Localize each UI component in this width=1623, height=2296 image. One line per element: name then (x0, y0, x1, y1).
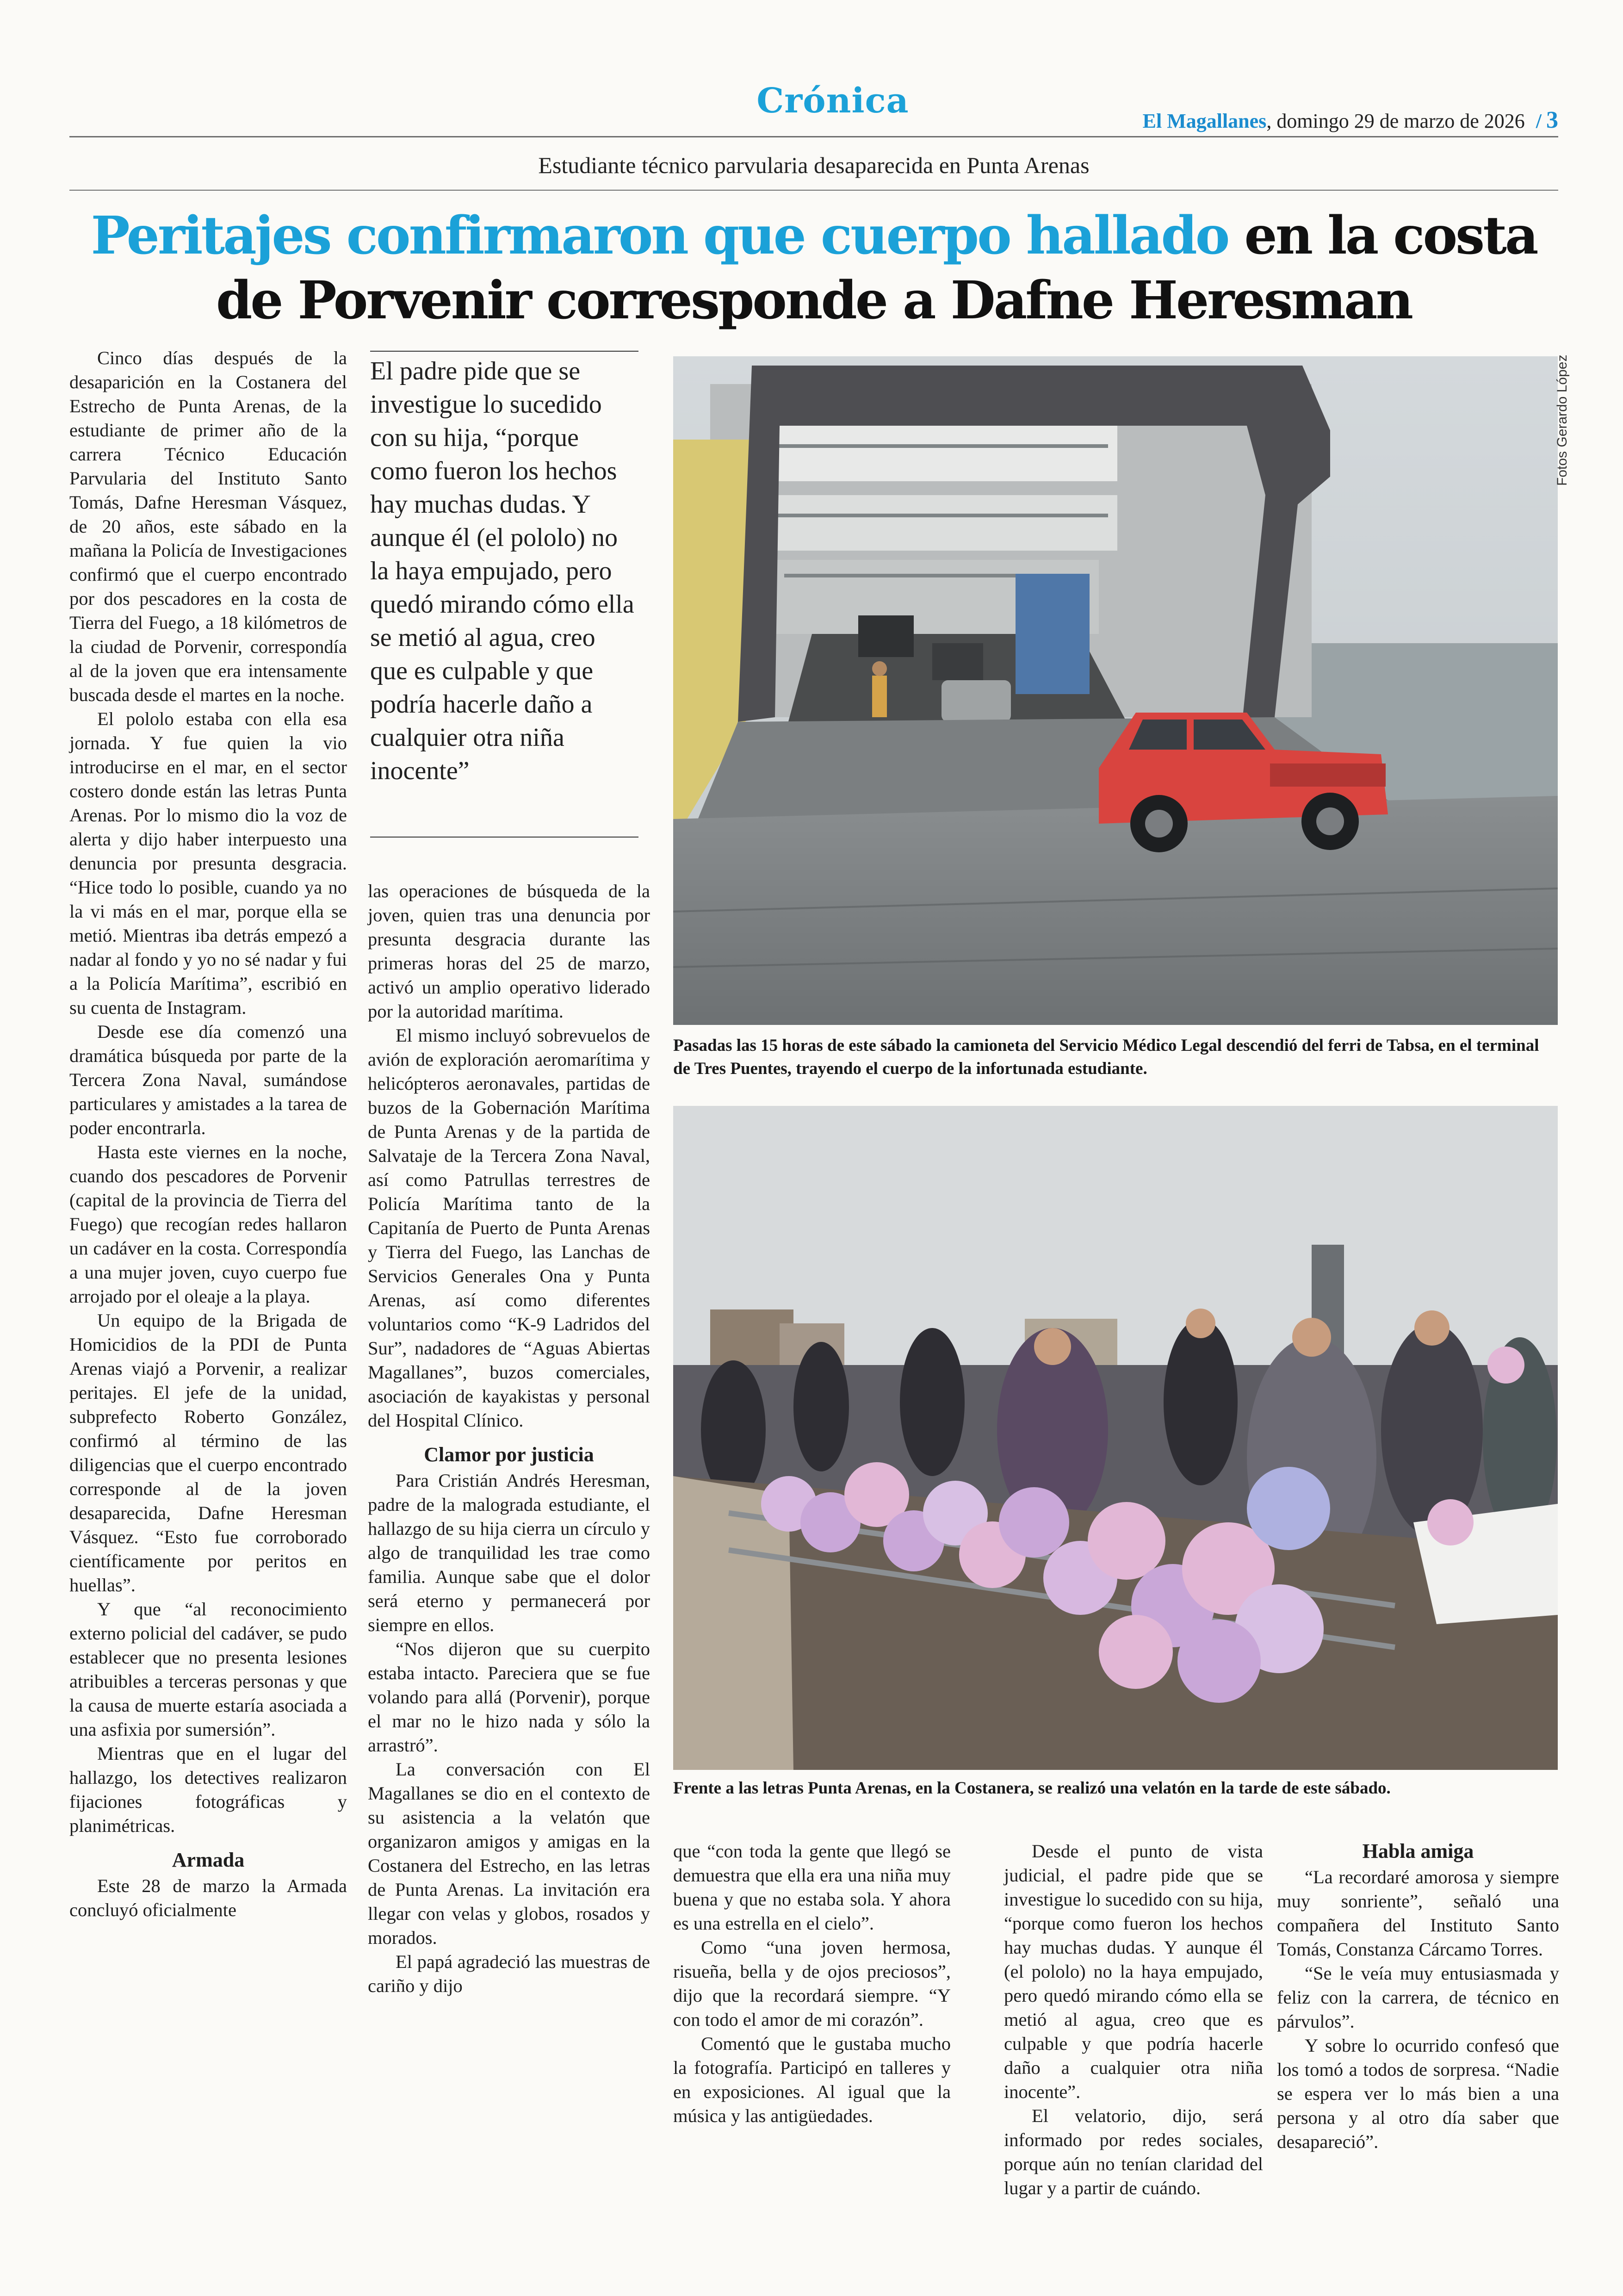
paragraph: las operaciones de búsqueda de la joven, quien tras una denuncia por presunta desgracia durante las primeras horas del 25 de marzo, activó un amplio operativo liderado por la autoridad marítima. (368, 881, 650, 1022)
issue-date: domingo 29 de marzo de 2026 (1276, 110, 1525, 132)
photo-credit: Fotos Gerardo López (1555, 354, 1570, 486)
article-column-3 (673, 1839, 951, 2128)
paragraph: Comentó que le gustaba mucho la fotografía. Participó en talleres y en exposiciones. Al igual que la música y las antigüedades. (673, 2033, 951, 2126)
vigil-illustration (673, 1106, 1558, 1770)
paragraph: Cinco días después de la desaparición en la Costanera del Estrecho de Punta Arenas, de la estudiante de primer año de la carrera Técnico Educación Parvularia del Instituto Santo Tomás, Dafne Heresman Vásquez, de 20 años, este sábado en la mañana la Policía de Investigaciones confirmó que el cuerpo encontrado por dos pescadores en la costa de Tierra del Fuego, a 18 kilómetros de la ciudad de Porvenir, correspondía al de la joven que era intensamente buscada desde el martes en la noche. (69, 348, 347, 705)
photo-caption-1: Pasadas las 15 horas de este sábado la camioneta del Servicio Médico Legal descendió del ferri de Tabsa, en el terminal de Tres Puentes, trayendo el cuerpo de la infortunada estudiante. (673, 1036, 1539, 1078)
pull-quote-rule-bottom (370, 837, 638, 838)
kicker-rule (69, 190, 1558, 191)
ferry-photo (673, 356, 1558, 1025)
subhead-habla-amiga: Habla amiga (1362, 1840, 1474, 1862)
paragraph: “Se le veía muy entusiasmada y feliz con la carrera, de técnico en párvulos”. (1277, 1963, 1559, 2032)
subhead-clamor: Clamor por justicia (424, 1443, 594, 1466)
newspaper-name: El Magallanes (1142, 110, 1267, 132)
masthead (1143, 106, 1558, 134)
photo-caption-2: Frente a las letras Punta Arenas, en la Costanera, se realizó una velatón en la tarde de este sábado. (673, 1779, 1391, 1798)
paragraph: Y que “al reconocimiento externo policial del cadáver, se pudo establecer que no presenta lesiones atribuibles a terceras personas y que la causa de muerte estaría asociada a una asfixia por sumersión”. (69, 1599, 347, 1740)
paragraph: Y sobre lo ocurrido confesó que los tomó a todos de sorpresa. “Nadie se espera ver lo más bien a una persona y al otro día saber que desapareció”. (1277, 2035, 1559, 2152)
headline-line2: de Porvenir corresponde a Dafne Heresman (216, 270, 1412, 331)
article-column-5 (1277, 1839, 1559, 2154)
paragraph: El pololo estaba con ella esa jornada. Y fue quien la vio introducirse en el mar, en el sector costero donde están las letras Punta Arenas. Por lo mismo dio la voz de alerta y dijo haber interpuesto una denuncia por presunta desgracia. “Hice todo lo posible, cuando ya no la vi más en el mar, porque ella se metió. Mientras iba detrás empezó a nadar al fondo y yo no sé nadar y fui a la Policía Marítima”, escribió en su cuenta de Instagram. (69, 708, 347, 1018)
header-rule (69, 136, 1558, 137)
paragraph: Mientras que en el lugar del hallazgo, los detectives realizaron fijaciones fotográficas y planimétricas. (69, 1743, 347, 1836)
paragraph: “La recordaré amorosa y siempre muy sonriente”, señaló una compañera del Instituto Santo Tomás, Constanza Cárcamo Torres. (1277, 1867, 1559, 1960)
pull-quote: El padre pide que se investigue lo sucedido con su hija, “porque como fueron los hechos hay muchas dudas. Y aunque él (el pololo) no la haya empujado, pero quedó mirando cómo ella se metió al agua, creo que es culpable y que podría hacerle daño a cualquier otra niña inocente” (370, 357, 634, 785)
article-column-4 (1004, 1839, 1263, 2200)
headline-line1-end: en la costa (1228, 205, 1537, 266)
pull-quote-rule-top (370, 351, 638, 352)
page-number: 3 (1546, 107, 1558, 133)
paragraph: El mismo incluyó sobrevuelos de avión de exploración aeromarítima y helicópteros aeronavales, partidas de buzos de la Gobernación Marítima de Punta Arenas y de la partida de Salvataje de la Tercera Zona Naval, así como Patrullas terrestres de Policía Marítima tanto de la Capitanía de Puerto de Punta Arenas y Tierra del Fuego, las Lanchas de Servicios Generales Ona y Punta Arenas, así como diferentes voluntarios como “K-9 Ladridos del Sur”, nadadores de “Aguas Abiertas Magallanes”, buzos comerciales, asociación de kayakistas y personal del Hospital Clínico. (368, 1025, 650, 1431)
ferry-illustration (673, 356, 1558, 1025)
paragraph: Este 28 de marzo la Armada concluyó oficialmente (69, 1875, 347, 1920)
paragraph: “Nos dijeron que su cuerpito estaba intacto. Pareciera que se fue volando para allá (Porvenir), porque el mar no le hizo nada y sólo la arrastró”. (368, 1638, 650, 1756)
paragraph: Un equipo de la Brigada de Homicidios de la PDI de Punta Arenas viajó a Porvenir, a realizar peritajes. El jefe de la unidad, subprefecto Roberto González, confirmó al término de las diligencias que el cuerpo encontrado corresponde al de la joven desaparecida, Dafne Heresman Vásquez. “Esto fue corroborado científicamente por peritos en huellas”. (69, 1310, 347, 1595)
headline (69, 204, 1558, 333)
paragraph: La conversación con El Magallanes se dio en el contexto de su asistencia a la velatón que organizaron amigos y amigas en la Costanera del Estrecho, en las letras de Punta Arenas. La invitación era llegar con velas y globos, rosados y morados. (368, 1759, 650, 1948)
masthead-comma: , (1266, 110, 1277, 132)
subhead-armada: Armada (172, 1849, 245, 1871)
paragraph: Desde ese día comenzó una dramática búsqueda por parte de la Tercera Zona Naval, sumándose particulares y amistades a la tarea de poder encontrarla. (69, 1021, 347, 1138)
section-title: Crónica (756, 81, 909, 121)
article-column-1 (69, 346, 347, 1922)
paragraph: Para Cristián Andrés Heresman, padre de la malograda estudiante, el hallazgo de su hija cierra un círculo y algo de tranquilidad les trae como familia. Aunque sabe que el dolor será eterno y permanecerá por siempre en ellos. (368, 1470, 650, 1635)
paragraph: Desde el punto de vista judicial, el padre pide que se investigue lo sucedido con su hija, “porque como fueron los hechos hay muchas dudas. Y aunque él (el pololo) no la haya empujado, pero quedó mirando cómo ella se metió al agua, creo que es culpable y que podría hacerle daño a cualquier otra niña inocente”. (1004, 1841, 1263, 2102)
kicker: Estudiante técnico parvularia desaparecida en Punta Arenas (538, 152, 1090, 178)
paragraph: Como “una joven hermosa, risueña, bella y de ojos preciosos”, dijo que la recordará siempre. “Y con todo el amor de mi corazón”. (673, 1937, 951, 2030)
article-column-2 (368, 879, 650, 1998)
paragraph: que “con toda la gente que llegó se demuestra que ella era una niña muy buena y que no estaba sola. Y ahora es una estrella en el cielo”. (673, 1841, 951, 1934)
page-separator: / (1536, 110, 1542, 132)
paragraph: El papá agradeció las muestras de cariño y dijo (368, 1951, 650, 1996)
paragraph: Hasta este viernes en la noche, cuando dos pescadores de Porvenir (capital de la provincia de Tierra del Fuego) que recogían redes hallaron un cadáver en la costa. Correspondía a una mujer joven, cuyo cuerpo fue arrojado por el oleaje a la playa. (69, 1142, 347, 1307)
paragraph: El velatorio, dijo, será informado por redes sociales, porque aún no tenían claridad del lugar y a partir de cuándo. (1004, 2105, 1263, 2198)
vigil-photo (673, 1106, 1558, 1770)
headline-highlight: Peritajes confirmaron que cuerpo hallado (91, 205, 1228, 266)
